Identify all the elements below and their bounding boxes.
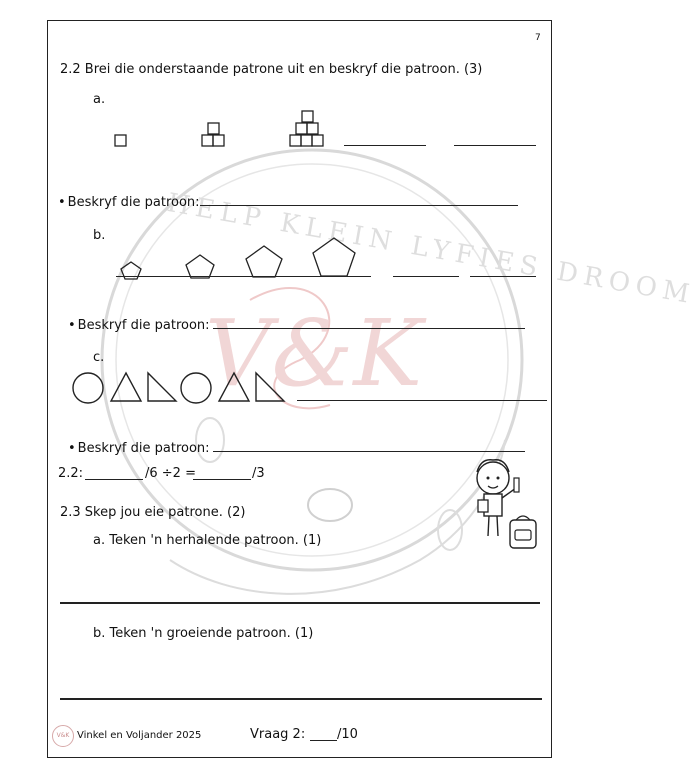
score-part2: /3 [252, 466, 265, 481]
drawing-line-repeating[interactable] [60, 602, 540, 604]
drawing-line-growing[interactable] [60, 698, 542, 700]
watermark-monogram: V&K [205, 300, 423, 407]
describe-label-b: • Beskryf die patroon: [68, 318, 210, 333]
score-prefix: 2.2: [58, 466, 84, 481]
footer-logo [52, 725, 74, 747]
footer-logo-text: V&K [56, 732, 70, 739]
total-blank[interactable] [310, 740, 337, 741]
section-2-2-heading: 2.2 Brei die onderstaande patrone uit en beskryf die patroon. (3) [60, 62, 483, 77]
describe-label-c: • Beskryf die patroon: [68, 441, 210, 456]
describe-label-a: • Beskryf die patroon: [58, 195, 200, 210]
watermark-arc-text: HELP KLEIN LYFIES DROOM [164, 188, 697, 311]
section-2-3-item-b: b. Teken 'n groeiende patroon. (1) [93, 626, 314, 641]
item-b-label: b. [93, 228, 106, 243]
page-number: 7 [535, 33, 541, 43]
item-a-label: a. [93, 92, 106, 107]
total-label: Vraag 2: [250, 727, 306, 742]
section-2-3-item-a: a. Teken 'n herhalende patroon. (1) [93, 533, 322, 548]
score-part1: /6 ÷2 = [145, 466, 196, 481]
footer-brand: Vinkel en Voljander 2025 [77, 730, 202, 741]
section-2-3-heading: 2.3 Skep jou eie patrone. (2) [60, 505, 246, 520]
item-c-label: c. [93, 350, 105, 365]
total-suffix: /10 [337, 727, 358, 742]
